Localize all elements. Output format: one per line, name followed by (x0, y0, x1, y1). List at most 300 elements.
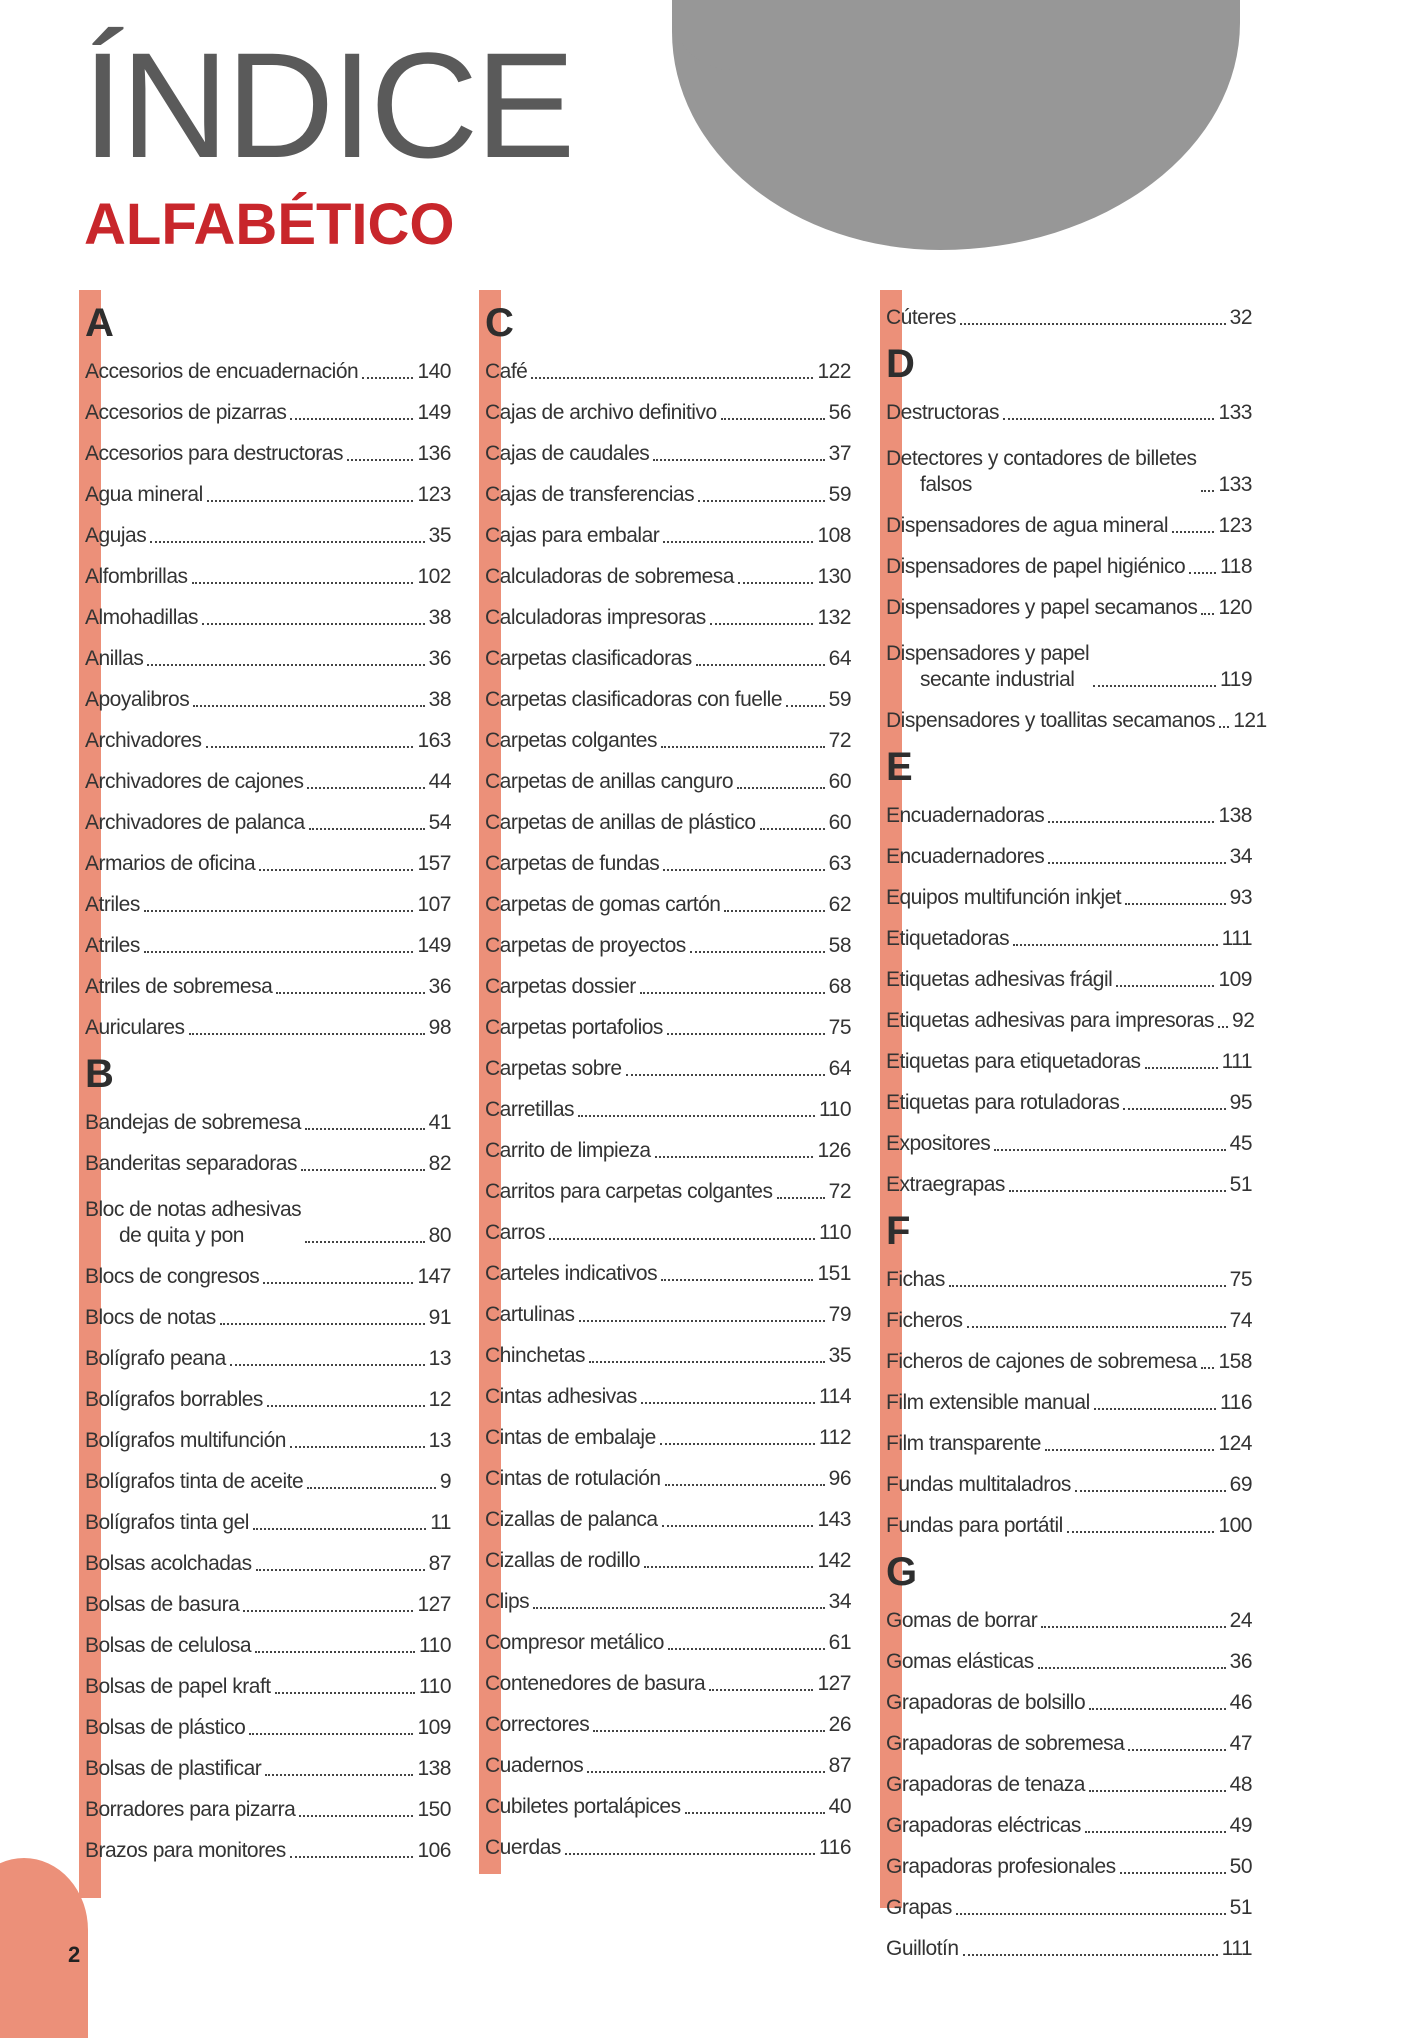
dot-leader (667, 1033, 825, 1035)
section-letter: F (886, 1209, 911, 1253)
index-entry-name: Bolígrafo peana (85, 1347, 226, 1370)
index-entry (79, 1454, 451, 1495)
index-entry-name (886, 641, 1089, 693)
index-entry-page: 13 (428, 1429, 451, 1452)
index-entry-page: 51 (1229, 1896, 1252, 1919)
index-entry (79, 1136, 451, 1177)
section-letter: A (85, 301, 114, 345)
dot-leader (967, 1326, 1226, 1328)
index-entry (880, 870, 1252, 911)
index-entry-page: 109 (1218, 968, 1252, 991)
index-entry-page: 147 (417, 1265, 451, 1288)
index-entry (880, 911, 1252, 952)
index-entry-page: 109 (417, 1716, 451, 1739)
dot-leader (1075, 1490, 1226, 1492)
index-entry-page: 9 (439, 1470, 451, 1493)
index-entry-name: Bolígrafos borrables (85, 1388, 263, 1411)
dot-leader (202, 623, 425, 625)
index-entry-page: 149 (417, 401, 451, 424)
index-entry-name: Bolígrafos tinta gel (85, 1511, 249, 1534)
index-entry-name: Expositores (886, 1132, 991, 1155)
index-entry-name: Banderitas separadoras (85, 1152, 297, 1175)
index-entry-page: 143 (817, 1508, 851, 1531)
index-entry (880, 1334, 1252, 1375)
index-entry (79, 426, 451, 467)
index-entry-page: 163 (417, 729, 451, 752)
page-number: 2 (68, 1942, 81, 1967)
index-entry-page: 74 (1229, 1309, 1252, 1332)
index-entry-page: 11 (430, 1511, 451, 1534)
index-entry-name: Bolsas de plastificar (85, 1757, 262, 1780)
index-entry (880, 1457, 1252, 1498)
dot-leader (265, 1774, 413, 1776)
index-entry-name: Encuadernadoras (886, 804, 1045, 827)
index-entry-name: Cajas de archivo definitivo (485, 401, 717, 424)
dot-leader (192, 582, 414, 584)
index-entry (880, 788, 1252, 829)
index-entry-name: Carpetas clasificadoras con fuelle (485, 688, 782, 711)
index-entry-name: Auriculares (85, 1016, 185, 1039)
index-entry (880, 1034, 1252, 1075)
index-entry (479, 426, 851, 467)
index-entry (880, 426, 1252, 498)
index-entry-name: Fundas para portátil (886, 1514, 1063, 1537)
index-entry-page: 50 (1229, 1855, 1252, 1878)
dot-leader (290, 1856, 414, 1858)
index-entry-name: Ficheros (886, 1309, 963, 1332)
dot-leader (994, 1149, 1225, 1151)
index-entry (479, 1410, 851, 1451)
index-entry-page: 49 (1229, 1814, 1252, 1837)
index-entry (79, 1331, 451, 1372)
index-column-2 (479, 290, 851, 1861)
index-entry-page: 24 (1229, 1609, 1252, 1632)
dot-leader (1172, 531, 1214, 533)
dot-leader (1145, 1067, 1218, 1069)
dot-leader (1093, 685, 1216, 687)
index-entry (79, 1290, 451, 1331)
index-entry-page: 93 (1229, 886, 1252, 909)
index-entry (79, 959, 451, 1000)
index-entry-name-line2: de quita y pon (119, 1224, 244, 1247)
index-entry-name: Carritos para carpetas colgantes (485, 1180, 773, 1203)
index-entry (79, 385, 451, 426)
index-entry-name: Dispensadores y toallitas secamanos (886, 709, 1216, 732)
index-entry-page: 60 (828, 770, 851, 793)
index-entry-name: Almohadillas (85, 606, 199, 629)
dot-leader (1089, 1708, 1226, 1710)
index-entry (79, 508, 451, 549)
dot-leader (1201, 490, 1215, 492)
index-entry-name: Bolsas de basura (85, 1593, 240, 1616)
dot-leader (641, 1402, 815, 1404)
index-entry-page: 116 (819, 1836, 851, 1859)
index-entry-page: 36 (1229, 1650, 1252, 1673)
index-entry-name: Anillas (85, 647, 144, 670)
dot-leader (786, 705, 825, 707)
index-entry (479, 1656, 851, 1697)
dot-leader (1094, 1408, 1216, 1410)
dot-leader (1085, 1831, 1226, 1833)
index-entry-page: 13 (428, 1347, 451, 1370)
index-entry (479, 344, 851, 385)
index-entry-name: Bandejas de sobremesa (85, 1111, 301, 1134)
dot-leader (362, 377, 413, 379)
dot-leader (1003, 418, 1214, 420)
index-entry-page: 114 (819, 1385, 851, 1408)
index-entry-page: 34 (828, 1590, 851, 1613)
index-entry-name: Cajas para embalar (485, 524, 660, 547)
index-entry (479, 795, 851, 836)
index-entry-name: Atriles (85, 893, 140, 916)
index-entry-page: 75 (1229, 1268, 1252, 1291)
index-entry-page: 110 (419, 1675, 451, 1698)
index-entry-name (886, 446, 1197, 498)
index-entry-name-line2: falsos (920, 473, 972, 496)
index-entry-name: Bolsas de celulosa (85, 1634, 252, 1657)
index-entry (880, 1839, 1252, 1880)
dot-leader (276, 992, 424, 994)
dot-leader (660, 1443, 815, 1445)
index-entry-name: Cartulinas (485, 1303, 575, 1326)
dot-leader (305, 1241, 424, 1243)
dot-leader (307, 1487, 436, 1489)
index-entry-name: Bolsas de plástico (85, 1716, 246, 1739)
index-entry (880, 1116, 1252, 1157)
index-entry-name: Carpetas de anillas de plástico (485, 811, 756, 834)
dot-leader (698, 500, 825, 502)
index-entry (479, 1000, 851, 1041)
index-entry-page: 75 (828, 1016, 851, 1039)
index-entry (79, 1095, 451, 1136)
index-entry-name: Cúteres (886, 306, 957, 329)
index-entry (79, 672, 451, 713)
index-entry-name: Cubiletes portalápices (485, 1795, 681, 1818)
section-letter: D (886, 342, 915, 386)
index-entry-page: 133 (1218, 401, 1252, 424)
index-entry-page: 110 (819, 1098, 851, 1121)
dot-leader (255, 1651, 415, 1653)
index-entry-name: Extraegrapas (886, 1173, 1005, 1196)
index-entry (479, 918, 851, 959)
index-entry-page: 119 (1220, 668, 1252, 691)
index-entry-name: Carpetas clasificadoras (485, 647, 692, 670)
dot-leader (949, 1285, 1226, 1287)
index-entry-page: 12 (428, 1388, 451, 1411)
index-entry (79, 1249, 451, 1290)
index-entry-page: 92 (1232, 1009, 1255, 1032)
dot-leader (206, 746, 414, 748)
index-entry-page: 41 (428, 1111, 451, 1134)
index-entry-page: 102 (417, 565, 451, 588)
dot-leader (253, 1528, 426, 1530)
index-entry (79, 344, 451, 385)
index-entry-page: 45 (1229, 1132, 1252, 1155)
index-entry-name: Gomas elásticas (886, 1650, 1034, 1673)
index-entry (479, 1328, 851, 1369)
index-entry-page: 138 (1218, 804, 1252, 827)
index-entry (479, 1246, 851, 1287)
index-entry-page: 138 (417, 1757, 451, 1780)
index-entry-name: Carpetas colgantes (485, 729, 657, 752)
dot-leader (150, 541, 424, 543)
index-entry-page: 59 (828, 688, 851, 711)
dot-leader (1067, 1531, 1215, 1533)
index-entry (479, 1164, 851, 1205)
index-entry-page: 123 (417, 483, 451, 506)
dot-leader (1116, 985, 1214, 987)
index-entry-name: Agua mineral (85, 483, 203, 506)
dot-leader (1128, 1749, 1225, 1751)
index-entry-name: Archivadores (85, 729, 202, 752)
index-entry-name-line1: Dispensadores y papel (886, 642, 1090, 665)
index-entry-name: Guillotín (886, 1937, 959, 1960)
index-entry-page: 96 (828, 1467, 851, 1490)
index-entry-name: Dispensadores de papel higiénico (886, 555, 1186, 578)
index-entry-page: 58 (828, 934, 851, 957)
index-entry-name: Carpetas de proyectos (485, 934, 686, 957)
index-entry-name: Brazos para monitores (85, 1839, 286, 1862)
index-entry (79, 1177, 451, 1249)
index-entry-page: 40 (828, 1795, 851, 1818)
index-entry-name: Cajas de transferencias (485, 483, 695, 506)
index-entry-name: Carros (485, 1221, 546, 1244)
dot-leader (243, 1610, 413, 1612)
index-entry (479, 1082, 851, 1123)
index-entry-page: 82 (428, 1152, 451, 1175)
dot-leader (263, 1282, 413, 1284)
dot-leader (290, 1446, 425, 1448)
index-entry-name: Cizallas de rodillo (485, 1549, 641, 1572)
index-entry-name: Etiquetas adhesivas frágil (886, 968, 1113, 991)
index-entry-name: Encuadernadores (886, 845, 1045, 868)
index-entry-page: 108 (817, 524, 851, 547)
index-entry-name: Equipos multifunción inkjet (886, 886, 1122, 909)
index-entry (479, 877, 851, 918)
index-entry (880, 385, 1252, 426)
dot-leader (305, 1128, 425, 1130)
index-entry (880, 1157, 1252, 1198)
index-entry (479, 754, 851, 795)
index-entry-name: Carpetas dossier (485, 975, 636, 998)
dot-leader (589, 1361, 825, 1363)
index-entry-name: Correctores (485, 1713, 590, 1736)
dot-leader (290, 418, 413, 420)
index-entry-name: Etiquetas para etiquetadoras (886, 1050, 1141, 1073)
index-entry-name: Carteles indicativos (485, 1262, 658, 1285)
dot-leader (760, 828, 825, 830)
index-entry-page: 38 (428, 606, 451, 629)
index-entry-page: 150 (417, 1798, 451, 1821)
index-entry-page: 51 (1229, 1173, 1252, 1196)
section-letter: E (886, 745, 913, 789)
index-entry-page: 69 (1229, 1473, 1252, 1496)
index-entry-name: Etiquetas adhesivas para impresoras (886, 1009, 1215, 1032)
index-entry (479, 1697, 851, 1738)
index-entry-name: Grapadoras eléctricas (886, 1814, 1081, 1837)
index-entry (479, 385, 851, 426)
index-entry (880, 1798, 1252, 1839)
dot-leader (587, 1771, 824, 1773)
index-entry-page: 95 (1229, 1091, 1252, 1114)
index-entry-page: 34 (1229, 845, 1252, 868)
index-entry (479, 1615, 851, 1656)
index-entry (880, 1375, 1252, 1416)
index-entry (79, 918, 451, 959)
dot-leader (1201, 1367, 1215, 1369)
index-entry-name: Apoyalibros (85, 688, 190, 711)
index-entry (79, 1413, 451, 1454)
index-entry (880, 1716, 1252, 1757)
index-entry-name: Dispensadores de agua mineral (886, 514, 1169, 537)
index-entry (79, 1782, 451, 1823)
index-entry (479, 1451, 851, 1492)
index-entry-page: 87 (828, 1754, 851, 1777)
index-entry-page: 46 (1229, 1691, 1252, 1714)
index-entry-name: Bolígrafos tinta de aceite (85, 1470, 304, 1493)
index-entry-name: Cuerdas (485, 1836, 561, 1859)
index-entry-page: 133 (1218, 473, 1252, 496)
index-entry-page: 64 (828, 647, 851, 670)
index-entry-page: 37 (828, 442, 851, 465)
index-entry-page: 61 (828, 1631, 851, 1654)
index-entry (79, 1823, 451, 1864)
index-entry (479, 1123, 851, 1164)
index-entry-page: 136 (417, 442, 451, 465)
index-entry-page: 72 (828, 1180, 851, 1203)
section-letter: B (85, 1052, 114, 1096)
index-entry-page: 118 (1220, 555, 1252, 578)
index-entry-page: 44 (428, 770, 451, 793)
index-entry (479, 1574, 851, 1615)
index-entry (79, 1618, 451, 1659)
index-entry (79, 590, 451, 631)
index-entry-name: Carpetas de fundas (485, 852, 660, 875)
index-entry-name: Blocs de notas (85, 1306, 216, 1329)
dot-leader (1189, 572, 1216, 574)
dot-leader (737, 787, 825, 789)
index-entry-name: Cintas de rotulación (485, 1467, 661, 1490)
dot-leader (661, 746, 825, 748)
index-entry (479, 959, 851, 1000)
dot-leader (738, 582, 813, 584)
dot-leader (189, 1033, 425, 1035)
index-entry-page: 111 (1221, 927, 1252, 950)
index-entry (479, 1205, 851, 1246)
dot-leader (724, 910, 824, 912)
dot-leader (653, 459, 824, 461)
dot-leader (662, 1525, 814, 1527)
index-entry-page: 36 (428, 975, 451, 998)
index-entry (79, 631, 451, 672)
index-entry-page: 68 (828, 975, 851, 998)
index-entry (479, 590, 851, 631)
index-entry (479, 1820, 851, 1861)
dot-leader (220, 1323, 425, 1325)
index-entry (880, 993, 1255, 1034)
index-entry-page: 124 (1218, 1432, 1252, 1455)
index-entry-page: 38 (428, 688, 451, 711)
dot-leader (626, 1074, 825, 1076)
dot-leader (531, 377, 813, 379)
index-entry-name: Armarios de oficina (85, 852, 256, 875)
index-entry-page: 126 (817, 1139, 851, 1162)
dot-leader (207, 500, 414, 502)
index-entry-page: 132 (817, 606, 851, 629)
index-entry-name: Cuadernos (485, 1754, 584, 1777)
index-entry-name: Carpetas de anillas canguro (485, 770, 733, 793)
index-entry (79, 795, 451, 836)
index-entry-name: Archivadores de palanca (85, 811, 305, 834)
index-entry-name: Carrito de limpieza (485, 1139, 651, 1162)
index-entry-page: 64 (828, 1057, 851, 1080)
index-entry-name: Clips (485, 1590, 530, 1613)
index-entry-name: Cintas de embalaje (485, 1426, 656, 1449)
index-entry-name: Dispensadores y papel secamanos (886, 596, 1198, 619)
index-entry-page: 32 (1229, 306, 1252, 329)
index-entry-name: Accesorios de encuadernación (85, 360, 359, 383)
index-entry-page: 107 (417, 893, 451, 916)
index-entry-page: 116 (1220, 1391, 1252, 1414)
index-entry-name: Bolsas de papel kraft (85, 1675, 271, 1698)
page-subtitle: ALFABÉTICO (84, 192, 455, 257)
index-entry (79, 549, 451, 590)
dot-leader (579, 1320, 825, 1322)
dot-leader (721, 418, 825, 420)
dot-leader (1048, 862, 1225, 864)
dot-leader (1013, 944, 1217, 946)
index-entry-name: Carpetas sobre (485, 1057, 622, 1080)
dot-leader (1219, 726, 1229, 728)
index-entry-name: Chinchetas (485, 1344, 586, 1367)
dot-leader (710, 623, 814, 625)
index-entry-page: 130 (817, 565, 851, 588)
dot-leader (256, 1569, 425, 1571)
index-entry (880, 1880, 1252, 1921)
index-entry-name (85, 1197, 301, 1249)
index-entry-name: Accesorios de pizarras (85, 401, 287, 424)
index-entry-name-line1: Detectores y contadores de billetes (886, 447, 1197, 470)
index-entry (79, 467, 451, 508)
dot-leader (578, 1115, 815, 1117)
index-entry-page: 121 (1233, 709, 1267, 732)
index-entry-name: Accesorios para destructoras (85, 442, 343, 465)
index-entry-page: 151 (817, 1262, 851, 1285)
dot-leader (777, 1197, 825, 1199)
index-entry-name: Bolígrafos multifunción (85, 1429, 286, 1452)
index-entry (880, 1075, 1252, 1116)
dot-leader (1048, 821, 1214, 823)
dot-leader (690, 951, 825, 953)
index-entry-page: 60 (828, 811, 851, 834)
index-entry-page: 62 (828, 893, 851, 916)
index-entry-page: 106 (417, 1839, 451, 1862)
index-entry-page: 110 (419, 1634, 451, 1657)
index-entry (79, 1577, 451, 1618)
index-entry-page: 56 (828, 401, 851, 424)
index-entry (880, 1921, 1252, 1962)
index-entry-page: 79 (828, 1303, 851, 1326)
dot-leader (696, 664, 825, 666)
dot-leader (663, 541, 813, 543)
dot-leader (661, 1279, 813, 1281)
index-entry-name: Compresor metálico (485, 1631, 664, 1654)
section-letter: G (886, 1550, 918, 1594)
index-entry-name: Calculadoras impresoras (485, 606, 706, 629)
index-entry (79, 1372, 451, 1413)
index-entry (880, 829, 1252, 870)
dot-leader (309, 828, 425, 830)
